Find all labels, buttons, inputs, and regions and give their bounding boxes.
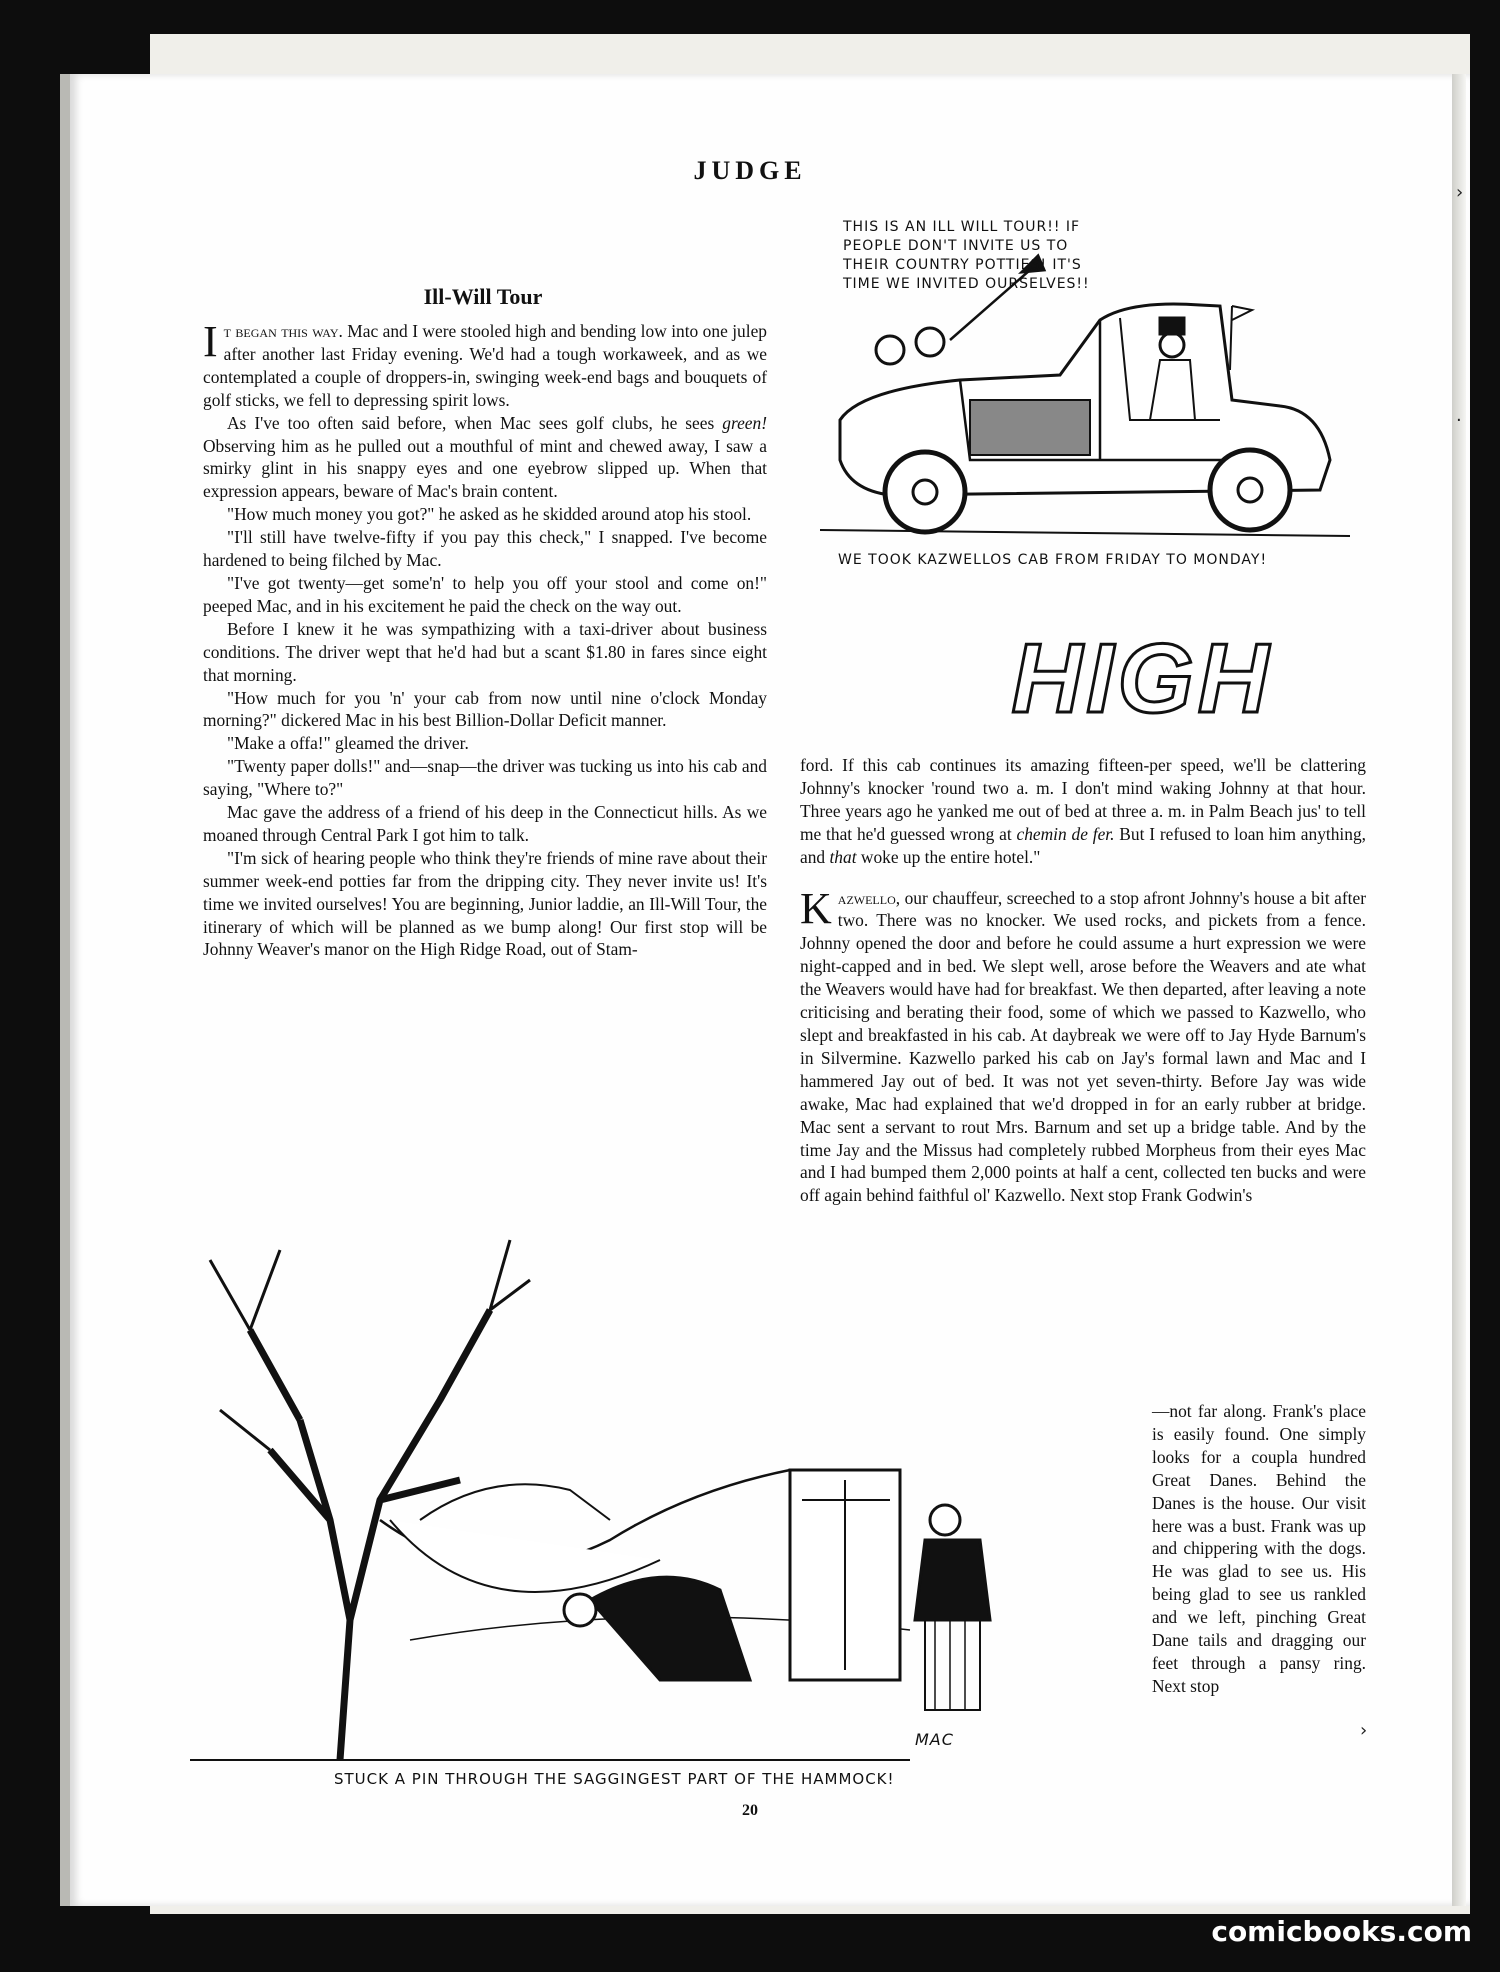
lead-in: t began this way.	[223, 321, 343, 341]
paragraph: Mac gave the address of a friend of his deep in the Connecticut hills. As we moaned through Central Park I got him to talk.	[203, 802, 767, 845]
emphasis: chemin de fer.	[1016, 823, 1115, 844]
high-display-lettering	[972, 624, 1312, 724]
cartoon-caption: WE TOOK KAZWELLOS CAB FROM FRIDAY TO MONDAY!	[838, 552, 1268, 568]
paragraph: "Twenty paper dolls!" and—snap—the driver was tucking us into his cab and saying, "Where to?"	[203, 756, 767, 800]
article-column-1	[203, 317, 767, 961]
paragraph: "I'm sick of hearing people who think they're friends of mine rave about their summer week-end potties far from the dripping city. They never invite us! It's time we invited ourselves! You are beginning, Junior laddie, an Ill-Will Tour, the itinerary of which will be planned as we bump along! Our first stop will be Johnny Weaver's manor on the High Ridge Road, out of Stam-	[203, 847, 767, 960]
paragraph: "How much for you 'n' your cab from now until nine o'clock Monday morning?" dickered Mac in his best Billion-Dollar Deficit manner.	[203, 687, 767, 731]
high-word: HIGH	[1011, 624, 1273, 724]
edge-mark: ›	[1456, 182, 1464, 203]
paragraph-text: woke up the entire hotel."	[856, 846, 1041, 867]
emphasis: that	[829, 846, 857, 867]
paragraph	[203, 412, 767, 504]
hammock-cartoon	[190, 1220, 1130, 1780]
paragraph: —not far along. Frank's place is easily found. One simply looks for a coupla hundred Great Danes. Behind the Danes is the house. Our visit here was a bust. Frank was up and chippering with the dogs. He was glad to see us. His being glad to see us rankled and we left, pinching Great Dane tails and dragging our feet through a pansy ring. Next stop	[1152, 1401, 1366, 1696]
paragraph-text: But I refused to loan him anything, and	[800, 823, 1366, 867]
edge-mark: ·	[1456, 410, 1462, 431]
magazine-header: JUDGE	[693, 156, 807, 185]
emphasis: green!	[722, 412, 767, 433]
article-column-3	[1152, 1400, 1366, 1698]
paragraph: "I'll still have twelve-fifty if you pay this check," I snapped. I've become hardened to being filched by Mac.	[203, 527, 767, 571]
speech-bubble-text: THIS IS AN ILL WILL TOUR!! IF PEOPLE DON'T INVITE US TO THEIR COUNTRY POTTIES! IT'S TIME WE INVITED OURSELVES!!	[843, 219, 1090, 292]
edge-mark: ›	[1360, 1720, 1368, 1741]
lead-in: azwello,	[837, 887, 901, 908]
cartoon-caption: STUCK A PIN THROUGH THE SAGGINGEST PART OF THE HAMMOCK!	[334, 1770, 895, 1788]
artist-signature: MAC	[915, 1730, 954, 1749]
article-column-2	[800, 754, 1366, 1207]
paragraph-text: Observing him as he pulled out a mouthful of mint and chewed away, I saw a smirky glint in his snappy eyes and one eyebrow slipped up. When that expression appears, beware of Mac's brain content.	[203, 435, 767, 502]
drop-cap: I	[203, 317, 218, 366]
paragraph-text: our chauffeur, screeched to a stop afront Johnny's house a bit after two. There was no knocker. We used rocks, and pickets from a fence. Johnny opened the door and before he could assume a hurt expression we were night-capped and in bed. We slept well, arose before the Weavers and ate what the Weavers would have had for breakfast. We then departed, after leaving a note criticising and berating their food, some of which we passed to Kazwello, who slept and breakfasted in his cab. At daybreak we were off to Jay Hyde Barnum's in Silvermine. Kazwello parked his cab on Jay's formal lawn and Mac and I hammered Jay out of bed. It was not yet seven-thirty. Before Jay was wide awake, Mac had explained that we'd dropped in for an early rubber at bridge. Mac sent a servant to rout Mrs. Barnum and set up a bridge table. And by the time Jay and the Missus had completely rubbed Morpheus from their eyes Mac and I had bumped them 2,000 points at half a cent, collected ten bucks and were off again behind faithful ol' Kazwello. Next stop Frank Godwin's	[800, 887, 1366, 1206]
paragraph: "I've got twenty—get some'n' to help you off your stool and come on!" peeped Mac, and in his excitement he paid the check on the way out.	[203, 572, 767, 616]
paragraph	[203, 317, 767, 412]
paragraph-text: Mac and I were stooled high and bending low into one julep after another last Friday evening. We'd had a tough workaweek, and as we contemplated a couple of droppers-in, swinging week-end bags and bouquets of golf sticks, we fell to depressing spirit lows.	[203, 321, 767, 410]
paragraph: "Make a offa!" gleamed the driver.	[227, 733, 469, 754]
paragraph-text: ford. If this cab continues its amazing fifteen-per speed, we'll be clattering Johnny's knocker 'round two a. m. I don't mind waking Johnny at that hour. Three years ago he yanked me out of bed at three a. m. in Palm Beach jus' to tell me that he'd guessed wrong at	[800, 755, 1366, 844]
paragraph	[800, 754, 1366, 869]
paragraph	[800, 883, 1366, 1208]
page-spine	[1452, 74, 1466, 1906]
paragraph: "How much money you got?" he asked as he skidded around atop his stool.	[227, 504, 752, 525]
article-title: Ill-Will Tour	[423, 284, 543, 309]
drop-cap: K	[800, 883, 832, 933]
paragraph: Before I knew it he was sympathizing with a taxi-driver about business conditions. The driver wept that he'd had but a scant $1.80 in fares since eight that morning.	[203, 618, 767, 685]
paragraph-text: As I've too often said before, when Mac sees golf clubs, he sees	[227, 412, 723, 433]
site-watermark: comicbooks.com	[1211, 1915, 1472, 1948]
page-number: 20	[742, 1802, 758, 1819]
